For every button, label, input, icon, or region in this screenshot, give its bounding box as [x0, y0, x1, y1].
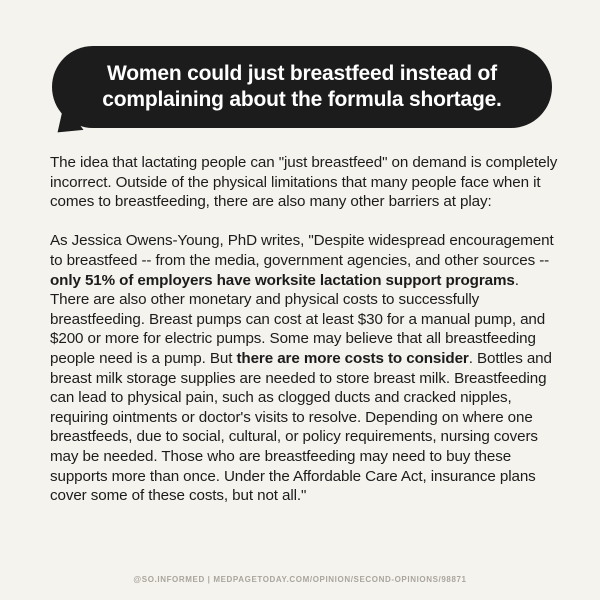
quote-paragraph [50, 231, 558, 505]
quote-text-3: . Bottles and breast milk storage supplies are needed to store breast milk. Breastfeeding can lead to physical pain, such as clogged ducts and cracked nipples, requiring ointments or doctor's visits to resolve. Depending on where one breastfeeds, due to social, cultural, or policy requirements, nursing covers may be needed. Those who are breastfeeding may need to buy these supports more than once. Under the Affordable Care Act, insurance plans cover some of these costs, but not all." [50, 349, 552, 505]
speech-bubble [52, 46, 552, 128]
quote-text-1: As Jessica Owens-Young, PhD writes, "Despite widespread encouragement to breastfeed -- from the media, government agencies, and other sources -- [50, 232, 554, 269]
quote-bold-2: there are more costs to consider [236, 349, 469, 367]
quote-bold-1: only 51% of employers have worksite lactation support programs [50, 271, 515, 289]
body-text [50, 153, 558, 506]
speech-bubble-body [52, 46, 552, 128]
source-credit: @SO.INFORMED | MEDPAGETODAY.COM/OPINION/SECOND-OPINIONS/98871 [133, 575, 467, 584]
quote-text-2: . There are also other monetary and physical costs to successfully breastfeeding. Breast pumps can cost at least $30 for a manual pump, and $200 or more for electric pumps. Some may believe that all breastfeeding people need is a pump. But [50, 271, 546, 367]
headline: Women could just breastfeed instead of complaining about the formula shortage. [102, 62, 502, 111]
intro-paragraph: The idea that lactating people can "just breastfeed" on demand is completely incorrect. Outside of the physical limitations that many people face when it comes to breastfeeding, there are also many other barriers at play: [50, 154, 558, 211]
